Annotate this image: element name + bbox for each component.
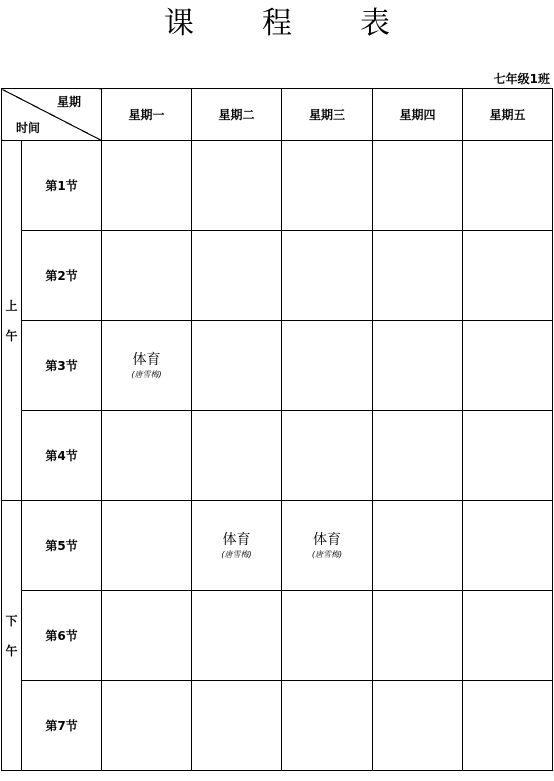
slot-label: 第4节 [22,411,102,501]
header-row [2,89,553,141]
course-cell [463,591,553,681]
course-cell [282,141,373,231]
course-cell [463,321,553,411]
slot-label: 第7节 [22,681,102,771]
course-name: 体育 [222,531,251,548]
course-cell [463,141,553,231]
course-cell [373,231,463,321]
course-cell [282,321,373,411]
morning-char: 上 [5,298,18,313]
course-cell [192,501,282,591]
course-cell [282,501,373,591]
course-cell [463,411,553,501]
class-name: 七年级1班 [493,72,550,86]
course-cell [463,231,553,321]
morning-char: 午 [5,328,18,343]
course-teacher: (唐雪梅) [131,369,162,379]
course-cell [192,321,282,411]
course-cell [373,321,463,411]
slot-label: 第2节 [22,231,102,321]
corner-time-label: 时间 [16,121,41,135]
course-cell [102,681,192,771]
course-cell [102,591,192,681]
course-cell [373,591,463,681]
title-char: 课 [164,6,194,41]
course-cell [373,141,463,231]
course-cell [373,501,463,591]
course-cell [102,321,192,411]
slot-label: 第1节 [22,141,102,231]
course-cell [102,231,192,321]
table-row [2,681,553,771]
title-char: 程 [262,6,292,41]
table-row [2,231,553,321]
afternoon-char: 下 [5,613,18,628]
day-header-tue: 星期二 [192,89,282,141]
course-cell [192,681,282,771]
course-cell [282,681,373,771]
table-row [2,501,553,591]
day-header-fri: 星期五 [463,89,553,141]
day-header-wed: 星期三 [282,89,373,141]
day-header-mon: 星期一 [102,89,192,141]
title-char: 表 [360,6,390,41]
course-cell [373,681,463,771]
course-cell [102,411,192,501]
schedule-table [1,88,553,771]
course-name: 体育 [313,531,341,548]
day-header-thu: 星期四 [373,89,463,141]
table-row [2,321,553,411]
table-row [2,411,553,501]
course-cell [463,501,553,591]
course-cell [282,411,373,501]
slot-label: 第6节 [22,591,102,681]
corner-cell [2,89,102,141]
table-row [2,591,553,681]
course-teacher: (唐雪梅) [311,549,343,559]
corner-day-label: 星期 [56,95,81,109]
course-cell [102,141,192,231]
course-cell [192,591,282,681]
course-teacher: (唐雪梅) [221,549,252,559]
morning-label [2,141,22,501]
course-cell [102,501,192,591]
course-name: 体育 [132,351,161,368]
course-cell [463,681,553,771]
course-cell [192,411,282,501]
slot-label: 第3节 [22,321,102,411]
afternoon-label [2,501,22,771]
course-cell [282,231,373,321]
course-cell [282,591,373,681]
course-cell [192,231,282,321]
page-title [0,2,554,46]
afternoon-char: 午 [5,643,18,658]
table-row [2,141,553,231]
course-cell [373,411,463,501]
slot-label: 第5节 [22,501,102,591]
course-cell [192,141,282,231]
